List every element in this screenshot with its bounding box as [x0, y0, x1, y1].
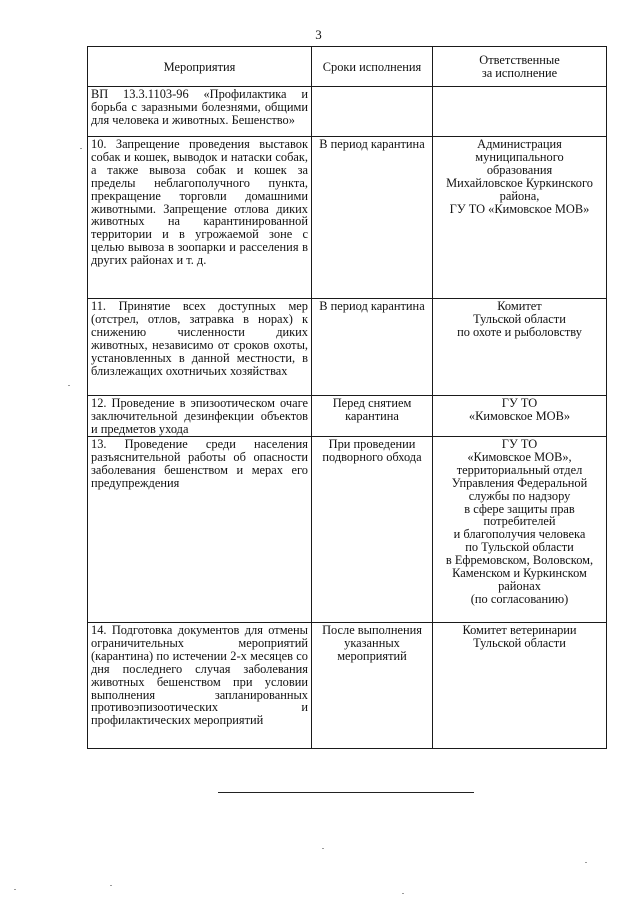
- row-14-responsible: Комитет ветеринарии Тульской области: [433, 623, 607, 749]
- row-11-activity: 11. Принятие всех доступных мер (отстрел, отлов, затравка в норах) к снижению численности диких животных, независимо от сроков охоты, установленных в данной местности, в близлежащих охотничьих хозяйствах: [88, 299, 312, 396]
- scan-speck: [110, 885, 112, 886]
- row-12-term: Перед снятием карантина: [312, 396, 433, 437]
- measures-table: [87, 46, 607, 749]
- row-14-activity: 14. Подготовка документов для отмены ограничительных мероприятий (карантина) по истечении 2-х месяцев со дня последнего случая заболевания животных бешенством при условии выполнения запланированных противоэпизоотических и профилактических мероприятий: [88, 623, 312, 749]
- reference-text: ВП 13.3.1103-96 «Профилактика и борьба с заразными болезнями, общими для человека и животных. Бешенство»: [88, 87, 312, 137]
- scan-speck: [322, 848, 324, 849]
- row-14-term: После выполнения указанных мероприятий: [312, 623, 433, 749]
- header-activity: Мероприятия: [88, 47, 312, 87]
- row-10-activity: 10. Запрещение проведения выставок собак и кошек, выводок и натаски собак, а также вывоза собак и кошек за пределы неблагополучного пункта, прекращение торговли домашними животными. Запрещение отлова диких животных на карантинированной территории и в угрожаемой зоне с целью вывоза в зоопарки и расселения в других районах и т. д.: [88, 137, 312, 299]
- table-row-reference: [88, 87, 607, 137]
- scan-speck: [68, 385, 70, 386]
- row-11-responsible: Комитет Тульской области по охоте и рыболовству: [433, 299, 607, 396]
- reference-responsible-empty: [433, 87, 607, 137]
- row-10-term: В период карантина: [312, 137, 433, 299]
- row-10-responsible: Администрация муниципального образования Михайловское Куркинского района, ГУ ТО «Кимовское МОВ»: [433, 137, 607, 299]
- header-responsible: Ответственные за исполнение: [433, 47, 607, 87]
- table-row: [88, 437, 607, 623]
- closing-rule: [218, 792, 474, 793]
- table-row: [88, 299, 607, 396]
- row-11-term: В период карантина: [312, 299, 433, 396]
- table-row: [88, 137, 607, 299]
- row-13-term: При проведении подворного обхода: [312, 437, 433, 623]
- table-row: [88, 396, 607, 437]
- scan-speck: [402, 893, 404, 894]
- scan-speck: [585, 862, 587, 863]
- header-term: Сроки исполнения: [312, 47, 433, 87]
- row-13-activity: 13. Проведение среди населения разъяснительной работы об опасности заболевания бешенством и мерах его предупреждения: [88, 437, 312, 623]
- page-number: 3: [315, 27, 322, 42]
- table-row: [88, 623, 607, 749]
- scan-speck: [14, 889, 16, 890]
- reference-term-empty: [312, 87, 433, 137]
- scan-speck: [80, 148, 82, 149]
- row-12-responsible: ГУ ТО «Кимовское МОВ»: [433, 396, 607, 437]
- table-header-row: [88, 47, 607, 87]
- row-12-activity: 12. Проведение в эпизоотическом очаге заключительной дезинфекции объектов и предметов ухода: [88, 396, 312, 437]
- row-13-responsible: ГУ ТО «Кимовское МОВ», территориальный отдел Управления Федеральной службы по надзору в сфере защиты прав потребителей и благополучия человека по Тульской области в Ефремовском, Воловском, Каменском и Куркинском районах (по согласованию): [433, 437, 607, 623]
